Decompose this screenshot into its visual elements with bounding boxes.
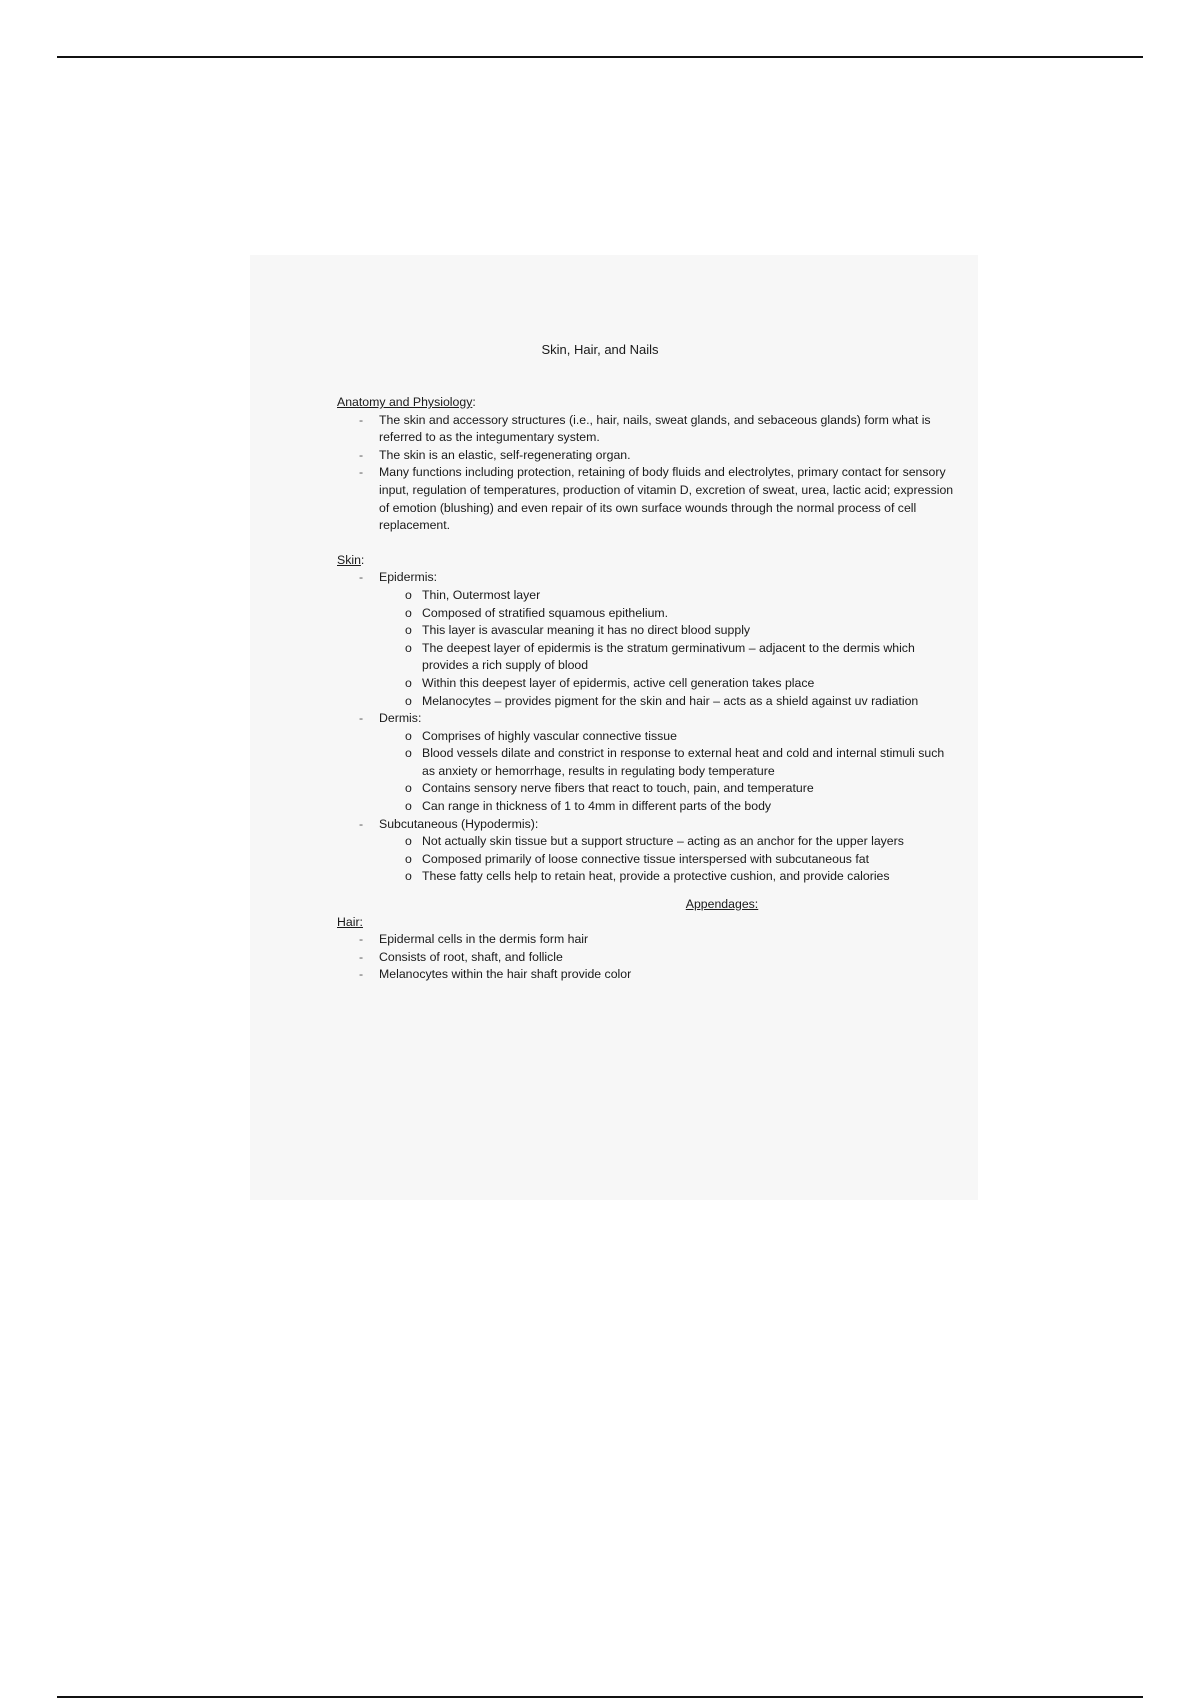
- skin-heading: [337, 552, 957, 570]
- top-rule: [57, 56, 1143, 58]
- list-item: o The deepest layer of epidermis is the stratum germinativum – adjacent to the dermis which provides a rich supply of blood: [379, 640, 957, 675]
- subcutaneous-sublist: [379, 833, 957, 886]
- list-item: o Thin, Outermost layer: [379, 587, 957, 605]
- skin-heading-text: Skin: [337, 552, 361, 567]
- anatomy-heading: [337, 394, 957, 412]
- hair-heading-text: Hair:: [337, 914, 363, 929]
- list-item: o Composed of stratified squamous epithelium.: [379, 605, 957, 623]
- hair-heading: [337, 914, 957, 932]
- epidermis-item: [337, 569, 957, 710]
- list-item: - The skin is an elastic, self-regenerating organ.: [337, 447, 957, 465]
- dermis-label: Dermis:: [379, 711, 422, 726]
- appendages-heading: Appendages:: [685, 897, 759, 912]
- hair-list: [337, 931, 957, 984]
- subcutaneous-label: Subcutaneous (Hypodermis):: [379, 816, 539, 831]
- document-body: [337, 394, 957, 984]
- list-item: - The skin and accessory structures (i.e., hair, nails, sweat glands, and sebaceous glands) form what is referred to as the integumentary system.: [337, 412, 957, 447]
- list-item: o Blood vessels dilate and constrict in response to external heat and cold and internal stimuli such as anxiety or hemorrhage, results in regulating body temperature: [379, 745, 957, 780]
- document-title: Skin, Hair, and Nails: [541, 342, 659, 357]
- anatomy-heading-text: Anatomy and Physiology: [337, 395, 473, 409]
- subcutaneous-item: [337, 816, 957, 886]
- bottom-rule: [57, 1696, 1143, 1698]
- list-item: - Consists of root, shaft, and follicle: [337, 949, 957, 967]
- epidermis-sublist: [379, 587, 957, 710]
- list-item: o Melanocytes – provides pigment for the skin and hair – acts as a shield against uv radiation: [379, 693, 957, 711]
- heading-colon: :: [360, 552, 365, 567]
- list-item: - Melanocytes within the hair shaft provide color: [337, 966, 957, 984]
- list-item: - Epidermal cells in the dermis form hair: [337, 931, 957, 949]
- skin-list: [337, 569, 957, 886]
- list-item: o Contains sensory nerve fibers that react to touch, pain, and temperature: [379, 780, 957, 798]
- list-item: o Composed primarily of loose connective tissue interspersed with subcutaneous fat: [379, 851, 957, 869]
- list-item: o This layer is avascular meaning it has no direct blood supply: [379, 622, 957, 640]
- anatomy-list: [337, 412, 957, 535]
- epidermis-label: Epidermis:: [379, 570, 438, 585]
- list-item: o Within this deepest layer of epidermis, active cell generation takes place: [379, 675, 957, 693]
- list-item: - Many functions including protection, retaining of body fluids and electrolytes, primary contact for sensory input, regulation of temperatures, production of vitamin D, excretion of sweat, urea, lactic acid; expression of emotion (blushing) and even repair of its own surface wounds through the normal process of cell replacement.: [337, 464, 957, 534]
- dermis-item: [337, 710, 957, 816]
- heading-colon: :: [472, 395, 476, 409]
- list-item: o Not actually skin tissue but a support structure – acting as an anchor for the upper layers: [379, 833, 957, 851]
- list-item: o These fatty cells help to retain heat, provide a protective cushion, and provide calories: [379, 868, 957, 886]
- dermis-sublist: [379, 728, 957, 816]
- list-item: o Comprises of highly vascular connective tissue: [379, 728, 957, 746]
- list-item: o Can range in thickness of 1 to 4mm in different parts of the body: [379, 798, 957, 816]
